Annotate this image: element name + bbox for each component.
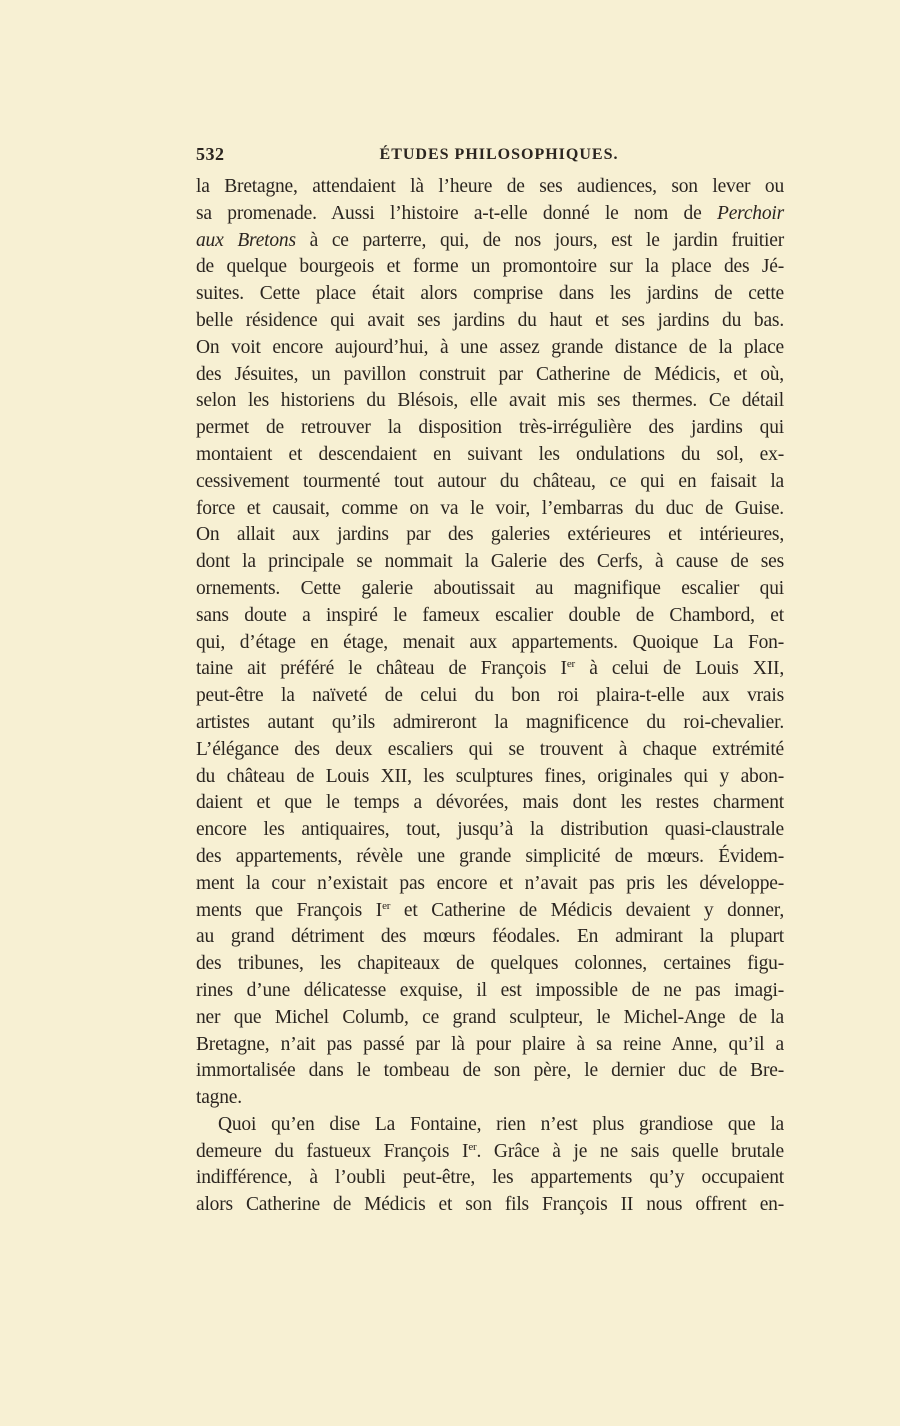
text-line — [196, 1032, 784, 1059]
text-line — [196, 496, 784, 523]
text-segment: des tribunes, les chapiteaux de quelques colonnes, certaines figu- — [196, 953, 784, 975]
text-segment: suites. Cette place était alors comprise dans les jardins de cette — [196, 283, 784, 305]
text-line — [196, 978, 784, 1005]
text-line — [196, 281, 784, 308]
text-line — [196, 656, 784, 683]
text-line — [196, 764, 784, 791]
text-segment: sans doute a inspiré le fameux escalier double de Chambord, et — [196, 604, 784, 626]
text-segment: immortalisée dans le tombeau de son père, le dernier duc de Bre- — [196, 1060, 784, 1082]
text-line — [196, 469, 784, 496]
text-segment: ornements. Cette galerie aboutissait au magnifique escalier qui — [196, 577, 784, 599]
text-segment: taine ait préféré le château de François I — [196, 658, 567, 680]
text-line — [196, 442, 784, 469]
text-line — [196, 1058, 784, 1085]
text-line — [196, 335, 784, 362]
superscript: er — [566, 658, 575, 671]
text-segment: tagne. — [196, 1087, 242, 1109]
text-line — [196, 844, 784, 871]
text-line — [196, 683, 784, 710]
running-title: ÉTUDES PHILOSOPHIQUES. — [379, 146, 619, 163]
text-segment: Quoi qu’en dise La Fontaine, rien n’est plus grandiose que la — [218, 1113, 784, 1135]
text-segment: encore les antiquaires, tout, jusqu’à la distribution quasi-claustrale — [196, 819, 784, 841]
text-segment: indifférence, à l’oubli peut-être, les appartements qu’y occupaient — [196, 1167, 784, 1189]
body-text — [196, 174, 784, 1219]
text-segment: demeure du fastueux François I — [196, 1140, 469, 1162]
text-segment: à ce parterre, qui, de nos jours, est le jardin fruitier — [295, 229, 784, 251]
page-header — [196, 144, 784, 170]
text-segment: des Jésuites, un pavillon construit par Catherine de Médicis, et où, — [196, 363, 784, 385]
text-line — [196, 201, 784, 228]
italic-text: Perchoir — [717, 202, 784, 224]
text-line — [196, 1165, 784, 1192]
text-line — [196, 362, 784, 389]
superscript: er — [468, 1140, 477, 1153]
text-line — [196, 630, 784, 657]
text-line — [196, 388, 784, 415]
italic-text: aux Bretons — [196, 229, 296, 251]
text-segment: daient et que le temps a dévorées, mais dont les restes charment — [196, 792, 784, 814]
text-line — [196, 415, 784, 442]
text-segment: . Grâce à je ne sais quelle brutale — [476, 1140, 784, 1162]
text-segment: sa promenade. Aussi l’histoire a-t-elle donné le nom de — [196, 202, 717, 224]
text-segment: dont la principale se nommait la Galerie des Cerfs, à cause de ses — [196, 551, 784, 573]
text-line — [196, 817, 784, 844]
text-line — [196, 522, 784, 549]
text-line — [196, 790, 784, 817]
text-line — [196, 228, 784, 255]
text-line — [196, 898, 784, 925]
text-segment: On voit encore aujourd’hui, à une assez grande distance de la place — [196, 336, 784, 358]
text-segment: permet de retrouver la disposition très-irrégulière des jardins qui — [196, 417, 784, 439]
text-segment: et Catherine de Médicis devaient y donner, — [390, 899, 784, 921]
text-segment: belle résidence qui avait ses jardins du haut et ses jardins du bas. — [196, 309, 784, 331]
page-number: 532 — [196, 144, 225, 164]
text-segment: peut-être la naïveté de celui du bon roi plaira-t-elle aux vrais — [196, 685, 784, 707]
text-line — [196, 871, 784, 898]
text-segment: de quelque bourgeois et forme un promontoire sur la place des Jé- — [196, 256, 784, 278]
text-line — [196, 254, 784, 281]
text-segment: ner que Michel Columb, ce grand sculpteur, le Michel-Ange de la — [196, 1006, 784, 1028]
text-line — [196, 710, 784, 737]
text-line — [196, 1005, 784, 1032]
text-line — [196, 308, 784, 335]
text-line — [196, 1139, 784, 1166]
text-segment: On allait aux jardins par des galeries extérieures et intérieures, — [196, 524, 784, 546]
text-segment: montaient et descendaient en suivant les ondulations du sol, ex- — [196, 443, 784, 465]
text-segment: qui, d’étage en étage, menait aux appartements. Quoique La Fon- — [196, 631, 784, 653]
text-line — [196, 603, 784, 630]
text-line — [196, 1112, 784, 1139]
text-segment: du château de Louis XII, les sculptures fines, originales qui y abon- — [196, 765, 784, 787]
text-segment: au grand détriment des mœurs féodales. En admirant la plupart — [196, 926, 784, 948]
text-line — [196, 576, 784, 603]
text-segment: artistes autant qu’ils admireront la magnificence du roi-chevalier. — [196, 711, 784, 733]
text-segment: la Bretagne, attendaient là l’heure de ses audiences, son lever ou — [196, 176, 784, 197]
text-segment: des appartements, révèle une grande simplicité de mœurs. Évidem- — [196, 845, 784, 867]
text-segment: ment la cour n’existait pas encore et n’avait pas pris les développe- — [196, 872, 784, 894]
text-segment: rines d’une délicatesse exquise, il est impossible de ne pas imagi- — [196, 979, 784, 1001]
superscript: er — [382, 899, 391, 912]
text-line — [196, 924, 784, 951]
text-segment: cessivement tourmenté tout autour du château, ce qui en faisait la — [196, 470, 784, 492]
text-line — [196, 174, 784, 201]
text-segment: Bretagne, n’ait pas passé par là pour plaire à sa reine Anne, qu’il a — [196, 1033, 784, 1055]
text-line — [196, 1085, 784, 1112]
text-segment: ments que François I — [196, 899, 383, 921]
text-line — [196, 951, 784, 978]
text-line — [196, 549, 784, 576]
text-segment: alors Catherine de Médicis et son fils François II nous offrent en- — [196, 1194, 784, 1216]
text-segment: selon les historiens du Blésois, elle avait mis ses thermes. Ce détail — [196, 390, 784, 412]
text-segment: à celui de Louis XII, — [574, 658, 784, 680]
text-line — [196, 1192, 784, 1219]
text-line — [196, 737, 784, 764]
text-segment: L’élégance des deux escaliers qui se trouvent à chaque extrémité — [196, 738, 784, 760]
text-segment: force et causait, comme on va le voir, l’embarras du duc de Guise. — [196, 497, 784, 519]
